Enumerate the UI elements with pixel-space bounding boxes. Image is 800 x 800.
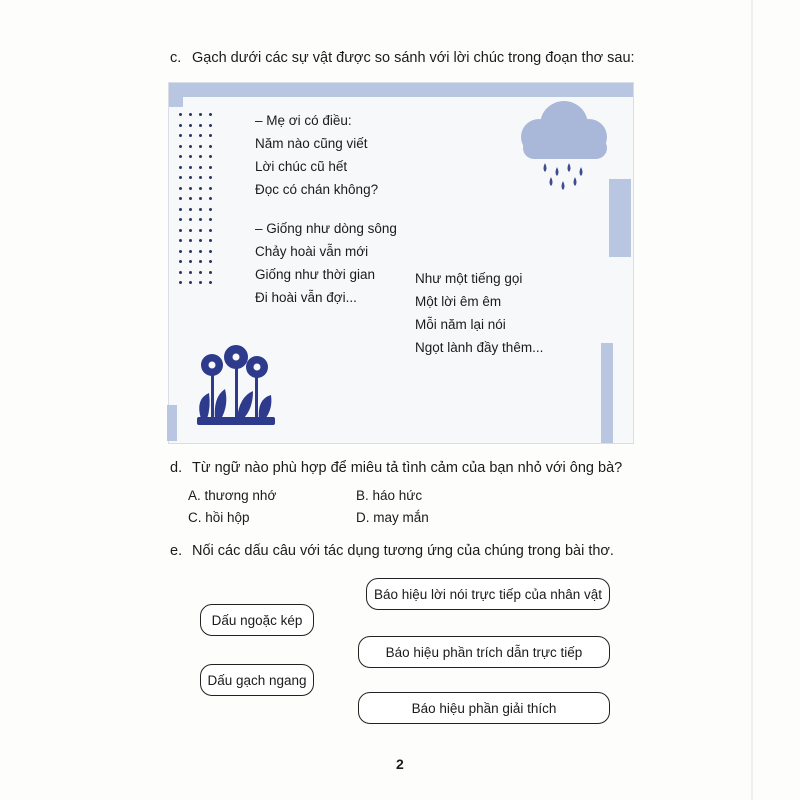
frame-bar-top [169,83,633,97]
poem-line: Năm nào cũng viết [255,136,368,151]
poem-line: Đi hoài vẫn đợi... [255,290,357,305]
dot [179,145,182,148]
dot [209,229,212,232]
dot [189,250,192,253]
dot [189,229,192,232]
dot [189,197,192,200]
dot [199,250,202,253]
dot [209,113,212,116]
dot [189,271,192,274]
dot [189,260,192,263]
dot [179,166,182,169]
dot [199,260,202,263]
dot [199,239,202,242]
dot [189,166,192,169]
match-left-dash[interactable]: Dấu gạch ngang [200,664,314,696]
option-a[interactable]: A. thương nhớ [188,488,277,503]
dot [179,187,182,190]
match-right-explanation[interactable]: Báo hiệu phần giải thích [358,692,610,724]
dot [179,250,182,253]
dot [189,134,192,137]
dot [199,197,202,200]
dot [209,250,212,253]
dot [209,208,212,211]
dot [209,166,212,169]
poem-line: Mỗi năm lại nói [415,317,506,332]
page-number: 2 [396,756,404,772]
dot [179,260,182,263]
dot [179,134,182,137]
dot [189,155,192,158]
poem-line: Chảy hoài vẫn mới [255,244,369,259]
dot [209,145,212,148]
dot [199,176,202,179]
dot [209,281,212,284]
flowers-icon [191,339,281,429]
cloud-rain-icon [509,97,619,197]
poem-line: Như một tiếng gọi [415,271,523,286]
dot [199,113,202,116]
question-d-text: Từ ngữ nào phù hợp để miêu tả tình cảm của bạn nhỏ với ông bà? [192,460,623,476]
dot [209,134,212,137]
dot [209,155,212,158]
poem-line: – Mẹ ơi có điều: [255,113,352,128]
dot [189,187,192,190]
question-d-letter: d. [170,460,183,476]
dot [189,239,192,242]
dot [209,187,212,190]
dot [209,260,212,263]
dot [179,155,182,158]
dot [209,271,212,274]
poem-line: Đọc có chán không? [255,182,379,197]
poem-line: Một lời êm êm [415,294,502,309]
dot [209,218,212,221]
dot [179,208,182,211]
dot [199,187,202,190]
dot [189,176,192,179]
dot [199,166,202,169]
question-e-letter: e. [170,543,183,559]
option-b[interactable]: B. háo hức [356,488,423,503]
question-c-text: Gạch dưới các sự vật được so sánh với lời chúc trong đoạn thơ sau: [192,50,635,66]
dot [179,218,182,221]
dot [199,271,202,274]
dot [179,124,182,127]
poem-line: – Giống như dòng sông [255,221,397,236]
dot [189,208,192,211]
dot [199,281,202,284]
dot [199,145,202,148]
poem-line: Giống như thời gian [255,267,375,282]
question-e-text: Nối các dấu câu với tác dụng tương ứng của chúng trong bài thơ. [192,543,614,559]
match-right-direct-quote[interactable]: Báo hiệu phần trích dẫn trực tiếp [358,636,610,668]
dot [189,124,192,127]
match-left-quote-marks[interactable]: Dấu ngoặc kép [200,604,314,636]
poem-line: Lời chúc cũ hết [255,159,348,174]
dot [179,239,182,242]
dot [209,239,212,242]
dot [179,176,182,179]
option-c[interactable]: C. hồi hộp [188,510,250,525]
dot [209,176,212,179]
option-d[interactable]: D. may mắn [356,510,429,525]
dot [199,208,202,211]
dot [199,229,202,232]
frame-bar-left [169,83,183,107]
dot [179,229,182,232]
dot [179,281,182,284]
dot [189,281,192,284]
dot [199,155,202,158]
dot [179,271,182,274]
frame-bar-bottom-right [601,343,613,443]
dot [189,145,192,148]
dot [209,197,212,200]
frame-bar-bottom-left [167,405,177,441]
dot-grid [179,113,219,293]
dot [179,113,182,116]
dot [199,134,202,137]
poem-line: Ngọt lành đầy thêm... [415,340,544,355]
dot [179,197,182,200]
dot [199,218,202,221]
dot [189,218,192,221]
dot [189,113,192,116]
match-right-direct-speech[interactable]: Báo hiệu lời nói trực tiếp của nhân vật [366,578,610,610]
dot [209,124,212,127]
dot [199,124,202,127]
question-c-letter: c. [170,50,182,66]
poem-panel [168,82,634,444]
